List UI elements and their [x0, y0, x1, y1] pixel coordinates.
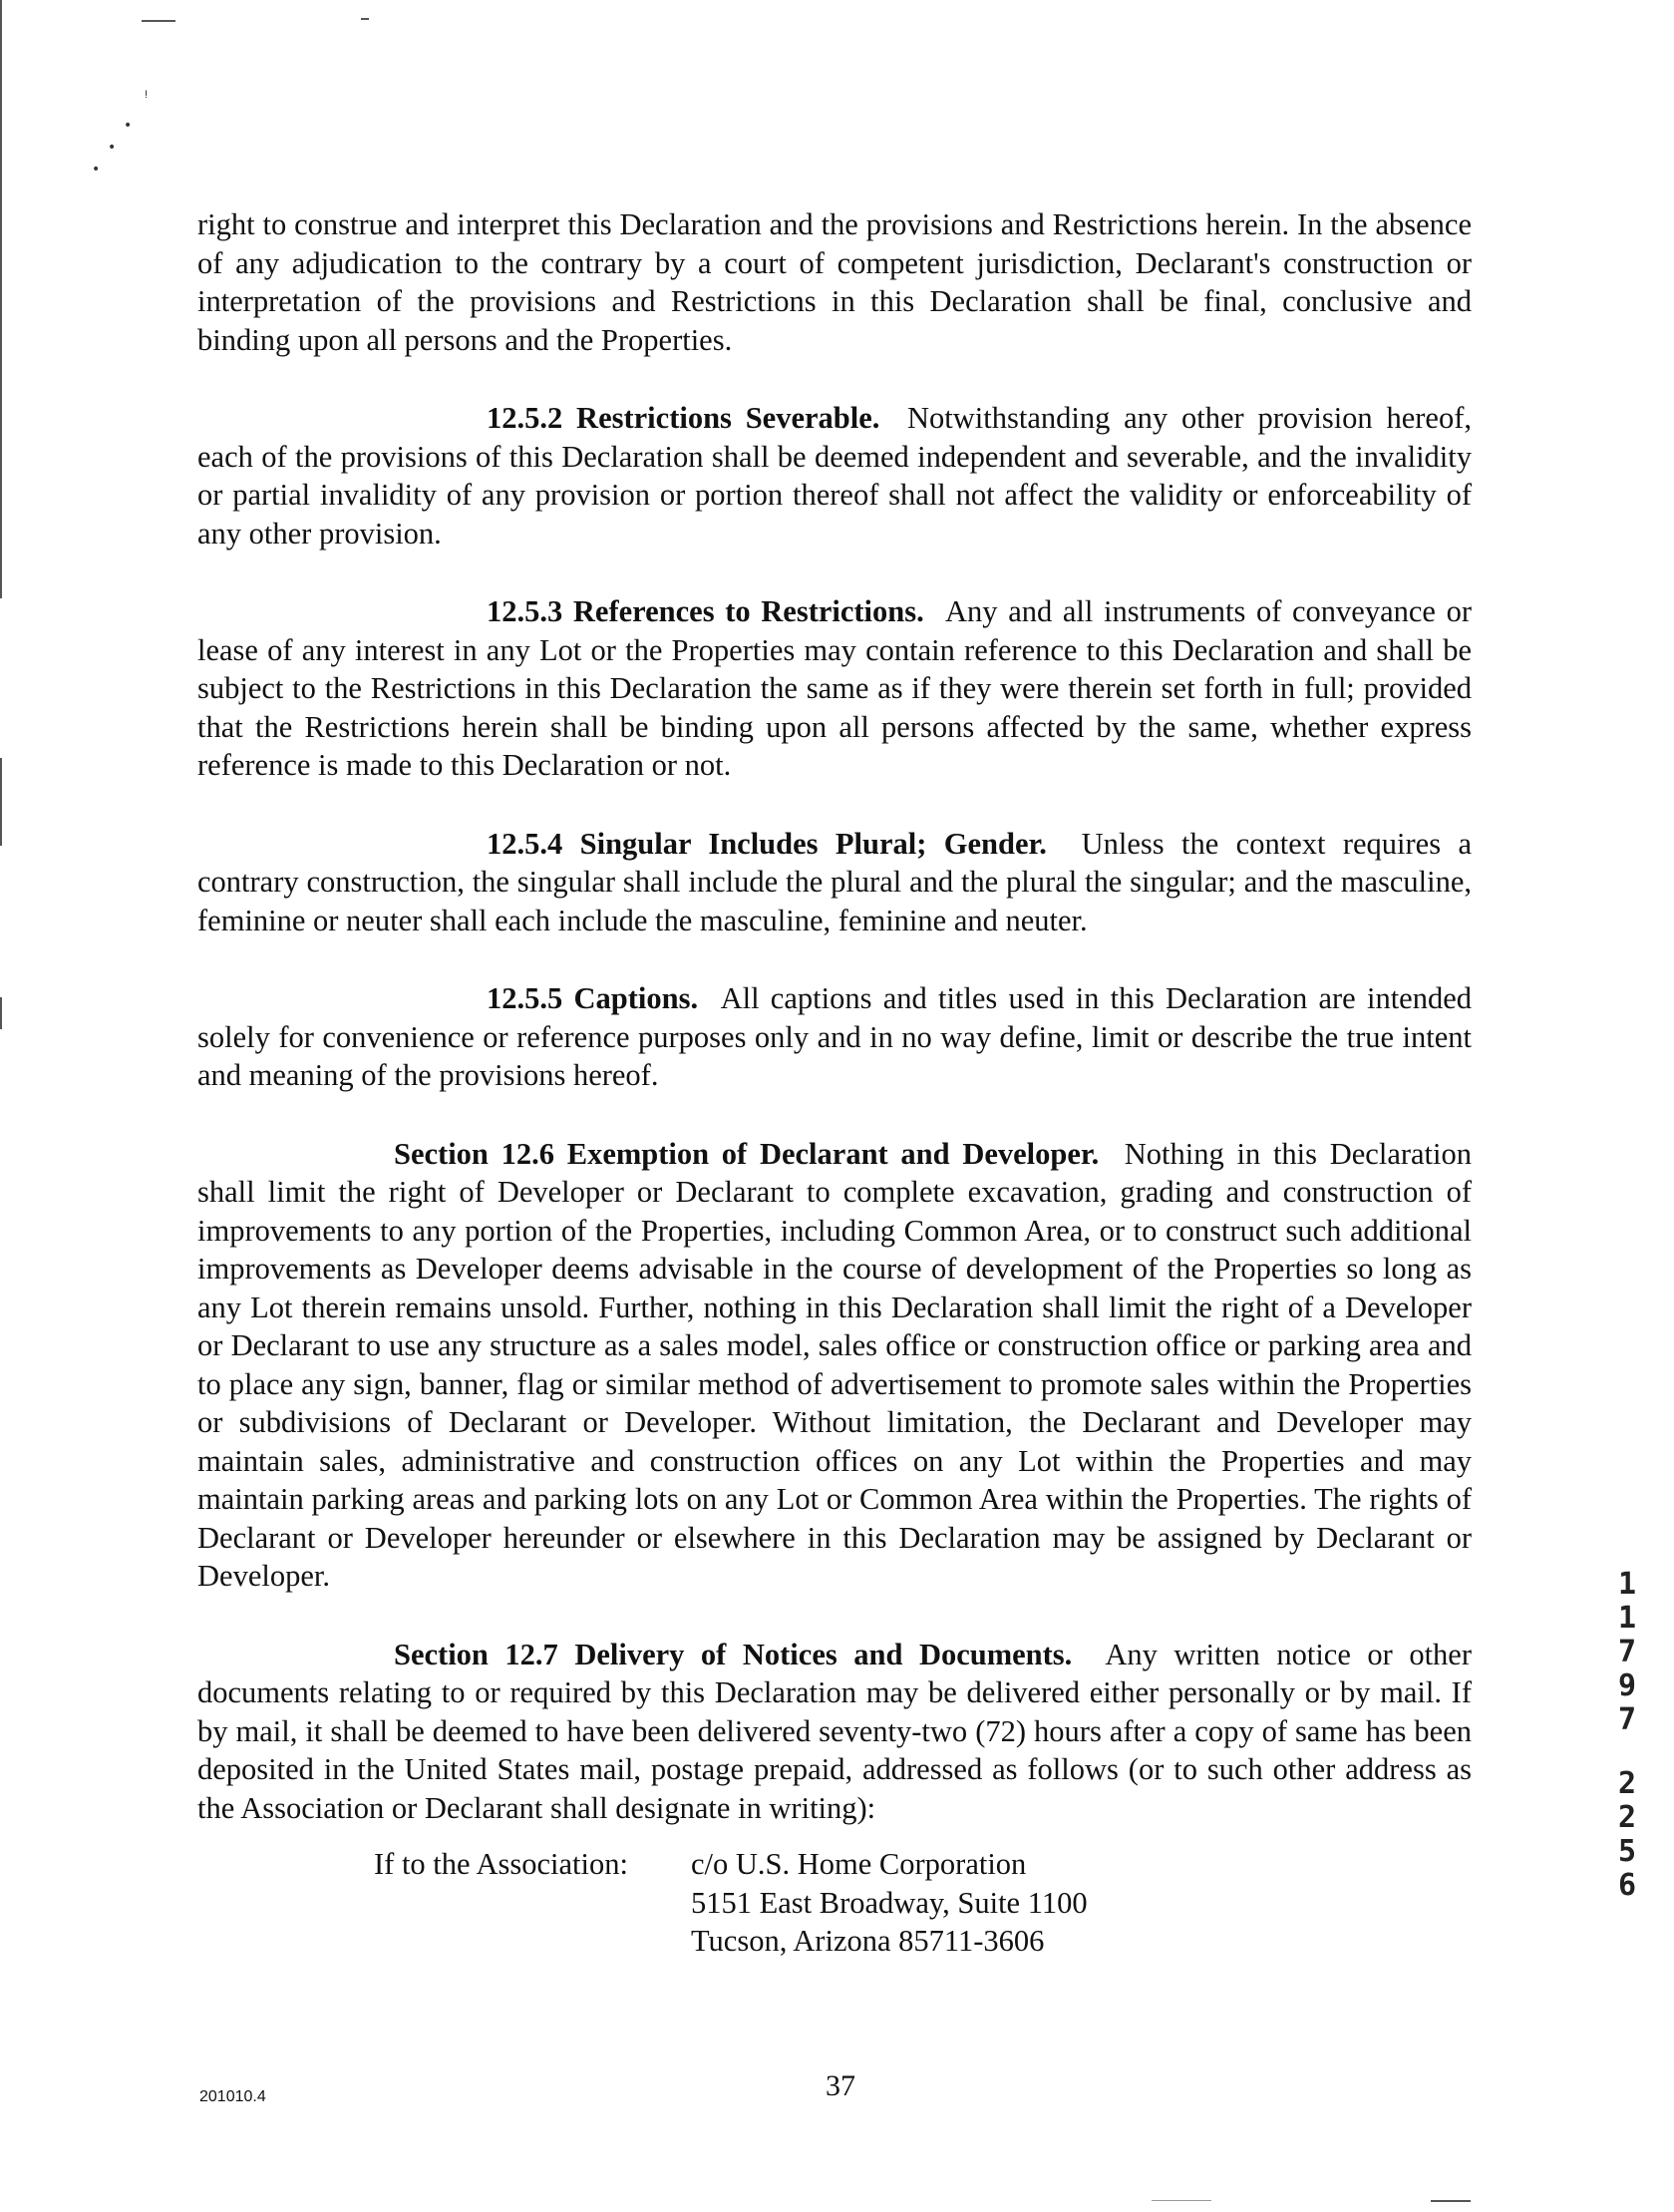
section-12-7-heading: Section 12.7 Delivery of Notices and Documents.	[394, 1637, 1073, 1671]
scan-dash-top-left	[142, 20, 175, 22]
stamp-digit: 2	[1617, 1800, 1637, 1835]
address-label: If to the Association:	[374, 1847, 628, 1881]
section-12-6	[197, 1135, 1472, 1596]
stamp-digit: 9	[1617, 1668, 1637, 1703]
section-12-5-5-heading: 12.5.5 Captions.	[487, 981, 699, 1015]
scan-speck-2: •	[124, 118, 133, 134]
section-12-7-body: Any written notice or other documents relating to or required by this Declaration may be delivered either personally or by mail. If by mail, it shall be deemed to have been delivered seventy-two (72) hours after a copy of same has been deposited in the United States mail, postage prepaid, addressed as follows (or to such other address as the Association or Declarant shall designate in writing):	[197, 1637, 1472, 1825]
stamp-digit: 1	[1617, 1567, 1637, 1602]
stamp-digit: 7	[1617, 1702, 1637, 1737]
stamp-digit: 5	[1617, 1834, 1637, 1869]
scan-edge-line-top	[0, 0, 2, 598]
recording-number-stamp	[1607, 1568, 1647, 1903]
section-12-6-body: Nothing in this Declaration shall limit the right of Developer or Declarant to complete excavation, grading and construction of improvements to any portion of the Properties, including Common Area, or to construct such additional improvements as Developer deems advisable in the course of development of the Properties so long as any Lot therein remains unsold. Further, nothing in this Declaration shall limit the right of a Developer or Declarant to use any structure as a sales model, sales office or construction office or parking area and to place any sign, banner, flag or similar method of advertisement to promote sales within the Properties or subdivisions of Declarant or Developer. Without limitation, the Declarant and Developer may maintain sales, administrative and construction offices on any Lot within the Properties and may maintain parking areas and parking lots on any Lot or Common Area within the Properties. The rights of Declarant or Developer hereunder or elsewhere in this Declaration may be assigned by Declarant or Developer.	[197, 1136, 1472, 1593]
scan-speck-1: ᵎ	[145, 86, 149, 107]
section-12-5-3	[197, 592, 1472, 785]
paragraph-continuation: right to construe and interpret this Declaration and the provisions and Restrictions herein. In the absence of any adjudication to the contrary by a court of competent jurisdiction, Declarant's construction or interpretation of the provisions and Restrictions in this Declaration shall be final, conclusive and binding upon all persons and the Properties.	[197, 207, 1472, 357]
address-line-3: Tucson, Arizona 85711-3606	[691, 1924, 1045, 1958]
section-12-5-2	[197, 399, 1472, 553]
stamp-digit: 2	[1617, 1766, 1637, 1801]
section-12-5-4-heading: 12.5.4 Singular Includes Plural; Gender.	[487, 826, 1047, 861]
section-12-5-3-body: Any and all instruments of conveyance or lease of any interest in any Lot or the Properties may contain reference to this Declaration and shall be subject to the Restrictions in this Declaration the same as if they were therein set forth in full; provided that the Restrictions herein shall be binding upon all persons affected by the same, whether express reference is made to this Declaration or not.	[197, 594, 1472, 782]
section-12-5-2-heading: 12.5.2 Restrictions Severable.	[487, 401, 880, 435]
section-12-6-heading: Section 12.6 Exemption of Declarant and Developer.	[394, 1136, 1100, 1171]
stamp-digit: 7	[1617, 1635, 1637, 1669]
section-12-5-4	[197, 825, 1472, 940]
document-body	[197, 205, 1472, 1827]
scan-dash-bottom-mid	[1152, 2200, 1211, 2201]
section-12-5-4-body: Unless the context requires a contrary construction, the singular shall include the plural and the plural the singular; and the masculine, feminine or neuter shall each include the masculine, feminine and neuter.	[197, 826, 1472, 937]
section-12-5-2-body: Notwithstanding any other provision hereof, each of the provisions of this Declaration shall be deemed independent and severable, and the invalidity or partial invalidity of any provision or portion thereof shall not affect the validity or enforceability of any other provision.	[197, 401, 1472, 551]
scan-edge-line-mid	[0, 758, 2, 846]
address-line-1: c/o U.S. Home Corporation	[691, 1847, 1027, 1881]
scan-dash-top-mid	[361, 18, 369, 20]
stamp-digit: 6	[1617, 1868, 1637, 1903]
scan-speck-4: •	[92, 162, 101, 178]
scan-dash-bottom-right	[1431, 2200, 1471, 2202]
section-12-5-5	[197, 979, 1472, 1095]
scan-speck-3: •	[108, 140, 117, 156]
page-number: 37	[826, 2069, 855, 2102]
section-12-5-3-heading: 12.5.3 References to Restrictions.	[487, 594, 924, 628]
address-lines	[691, 1845, 1088, 1961]
address-line-2: 5151 East Broadway, Suite 1100	[691, 1885, 1088, 1920]
section-12-7	[197, 1636, 1472, 1828]
section-12-5-5-body: All captions and titles used in this Declaration are intended solely for convenience or reference purposes only and in no way define, limit or describe the true intent and meaning of the provisions hereof.	[197, 981, 1472, 1092]
footer-doc-code: 201010.4	[199, 2088, 266, 2105]
stamp-digit: 1	[1617, 1601, 1637, 1636]
scan-edge-line-low	[0, 997, 2, 1029]
